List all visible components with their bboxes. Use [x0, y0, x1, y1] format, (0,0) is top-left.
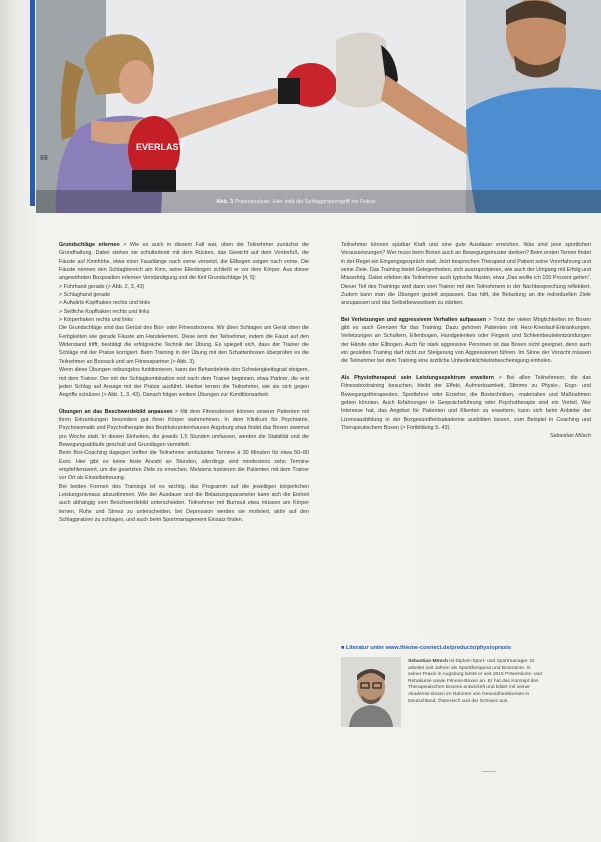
paragraph-text: > Trotz der vielen Möglichkeiten im Boxen gibt es auch Grenzen für das Training. Dazu gehören Patienten mit Herz-Kreislauf-Erkrankungen, Verletzungen an Schultern, Ellenbogen, Handgelenken oder Fingern und Schleimbeutelentzündungen der Hände oder Ellbogen. Auch für stark aggressive Personen ist das Boxen nicht geeignet, denn auch ein gezieltes Training darf nicht zur Steigerung von Aggressionen führen. Im Sinne der Vorsicht müssen die Teilnehmer bei dem Training eine ärztliche Unbedenklichkeitsbescheinigung einholen.	[341, 316, 591, 365]
boxing-illustration	[36, 0, 601, 213]
heading-verletzungen: Bei Verletzungen und aggressivem Verhalten aufpassen	[341, 316, 487, 323]
list-item: > Körperhaken rechts und links	[59, 317, 133, 324]
caption-label: Abb. 3	[216, 199, 234, 205]
footer-mark	[482, 771, 496, 772]
author-bio	[408, 659, 544, 705]
boxing-photo	[36, 0, 601, 213]
paragraph-uebungen	[59, 408, 309, 450]
paragraph: Teilnehmer können spürbar Kraft und eine gute Ausdauer erreichen. Was sind jene sportlichen Voraussetzungen? Wer muss beim Boxen auch an Bewegungsmuster denken? Beim ersten Termin findet in der Regel ein Eingangsgespräch statt. Jetzt besprechen Therapeut und Patient seine Vorerfahrung und seine Ziele. Das Training bietet Gelegenheiten, sich auszuprobieren, wie auch der Umgang mit Erfolg und Misserfolg. Dabei erleben die Teilnehmer auch typische Muster, etwa „Das wollte ich 100 Prozent gehen“. Dieser Teil des Trainings wird dann vom Trainer mit den Teilnehmern in der Nachbesprechung reflektiert. Zudem kann man die Übungen gezielt anpassen. Das hilft, die Belastung an die individuellen Ziele anzupassen und das Selbstbewusstsein zu stärken.	[341, 242, 591, 307]
paragraph: Bei beiden Formen des Trainings ist es wichtig, das Programm auf die jeweiligen körperlichen Leistungsniveaus abzustimmen. Wie der Ausdauer und die Belastungsparameter kann sich die Einheit auch abhängig vom Beschwerdebild unterscheiden. Teilnehmer mit Burnout etwa müssen am Körper lernen, Ruhe und Stress zu unterscheiden, bei Depression werden sie motiviert, aktiv auf den Schlagpratzen zu schlagen, und auch beim Sportmanagement Einsatz finden.	[59, 483, 309, 523]
punch-list	[59, 283, 309, 325]
paragraph-text: > Bei allen Teilnehmern, die das Fitnessboxtraining besuchen, bleibt der Effekt, Aufmerksamkeit, Stimme zu Physio-, Ergo- und Bewegungstherapeuten, Sportlehrer oder Erzieher, die Boxtechniken, -materialien und Maßnahmen geben könnten. Auch Erfahrungen in Gesprächsführung oder Psychotherapie sind ein Vorteil. Wer Interesse hat, das Angebot für Patienten und Klienten zu erweitern, kann sich beim Anbieter der Lizenzausbildung in der Boxgesundheitsakademie ausbilden lassen, zum Beispiel in Coaching und Therapeutischem Boxen (> Fortbildung S. 43).	[341, 374, 591, 431]
literature-link-text: Literatur unter www.thieme-connect.de/products/physiopraxis	[345, 645, 512, 651]
list-item: > Schlaghand gerade	[59, 292, 110, 299]
paragraph: Die Grundschläge sind das Gerüst des Box- oder Fitnessboxens. Wir üben Schlagen am Gerät oben die Fertigkeiten wie gerade Fäuste am Handelement. Diese lernt der Teilnehmer, indem die Faust auf den Widerstand trifft, bestätigt die erfolgreiche Technik der Übung. Es spiegelt sich, dass der Trainer die Schläge mit der Pratze korrigiert. Beim Training in der Übung mit den Schattenboxen überprüfen es die Teilnehmer an Boxsack und am Fitnesspartner (> Abb. 3).	[59, 325, 309, 365]
literature-link[interactable]	[341, 645, 511, 651]
paragraph-grundschlaege	[59, 241, 309, 283]
author-photo	[341, 657, 401, 727]
heading-leistungsspektrum: Als Physiotherapeut sein Leistungsspektrum erweitern	[341, 374, 494, 381]
author-portrait	[341, 657, 401, 727]
list-item: > Aufwärts-Kopfhaken rechts und links	[59, 300, 151, 307]
caption-text: Praxisanalyse: Hier zielt die Schlagpratzengriff ins Fokus.	[234, 199, 377, 205]
left-column	[59, 241, 309, 524]
author-name: Sebastian Mösch	[408, 659, 448, 664]
photo-caption	[216, 199, 377, 205]
heading-uebungen: Übungen an das Beschwerdebild anpassen	[59, 408, 173, 415]
article-signature: Sebastian Mösch	[550, 433, 591, 440]
paragraph-text: > Wie es auch in diesem Fall war, üben die Teilnehmer zunächst die Grundhaltung. Dabei stehen sie schulterbreit mit dem Rücken, das Gewicht auf dem Vorderfuß, die Fäuste auf Kinnhöhe, etwa einer Faustlänge nach vorne versetzt, die Ellbogen zeigen nach vorne. Die Fäuste nennen den Schlagbereich am Kinn, seine Ellenbogen schließt er vor dem Körper. Aus dieser angewöhnten Boxposition erlernen Verständigung und die fünf Grundschläge [4, 5]:	[59, 242, 309, 282]
paragraph-verletzungen	[341, 316, 591, 366]
author-bio-text: ist Diplom-Sport- und Sportmanager. Er arbeitet seit Jahren als Sporttherapeut und Boxtrainer. In seiner Praxis in Augsburg bietet er seit 2015 Präventions- und Rehakurse sowie Fitness-Boxen an. Er hat das Konzept des Therapeutischen Boxens entwickelt und bildet mit seiner Akademie Boxen im Rahmen von Gesundheitskursen in Deutschland, Österreich und der Schweiz aus.	[408, 659, 543, 704]
paragraph-leistungsspektrum	[341, 374, 591, 432]
square-icon: ■	[341, 645, 345, 651]
blue-accent-strip	[30, 0, 35, 206]
svg-text:EVERLAST: EVERLAST	[136, 142, 185, 152]
list-item: > Führhand gerade (> Abb. 2, 3, 43)	[59, 283, 145, 290]
list-item: > Seitliche Kopfhaken rechts und links	[59, 308, 150, 315]
page-number: 68	[40, 155, 48, 162]
paragraph: Beim Box-Coaching dagegen treffen die Teilnehmer ambulanter Termine à 30 Minuten für etwa 50–80 Euro. Hier gibt es keine feste Anzahl an Stunden, allerdings sind mindestens zehn Termine empfehlenswert, um die gesetzten Ziele zu erreichen. Meistens trainieren die Patienten mit dem Trainer vor Ort als Einzelbetreuung.	[59, 450, 309, 482]
paragraph-text: > Mit dem Fitnessboxen können unserer Patienten mit ihren Erkrankungen besonders gut ihren Körper wahrnehmen. In dem Klinikum für Psychiatrie, Psychosomatik und Psychotherapie des Bezirkskrankenhauses Augsburg etwa findet das Boxen zweimal pro Woche statt. In diesen Einheiten, die jeweils 1,5 Stunden umfassen, werden die Stabilität und die Bewegungsabläufe geschult und Grundlagen vermittelt.	[59, 408, 309, 448]
heading-grundschlaege: Grundschläge erlernen	[59, 242, 120, 248]
right-column	[341, 241, 591, 441]
paragraph: Wenn diese Übungen reibungslos funktionieren, kann der Behandelnde den Schwierigkeitsgrad steigern, mit dem Trainer. Der mit der Schlagkombination erst nach dem Trainer beginnen, etwa Partner, die erst jeden Schlag auf Ansage mit der Pratze ausführt. Hierbei lernen die Teilnehmer, wie sie sich gegen Angriffe schützen (> Abb. 1, 3, 43). Danach folgen weitere Übungen zur Konditionsarbeit.	[59, 367, 309, 399]
